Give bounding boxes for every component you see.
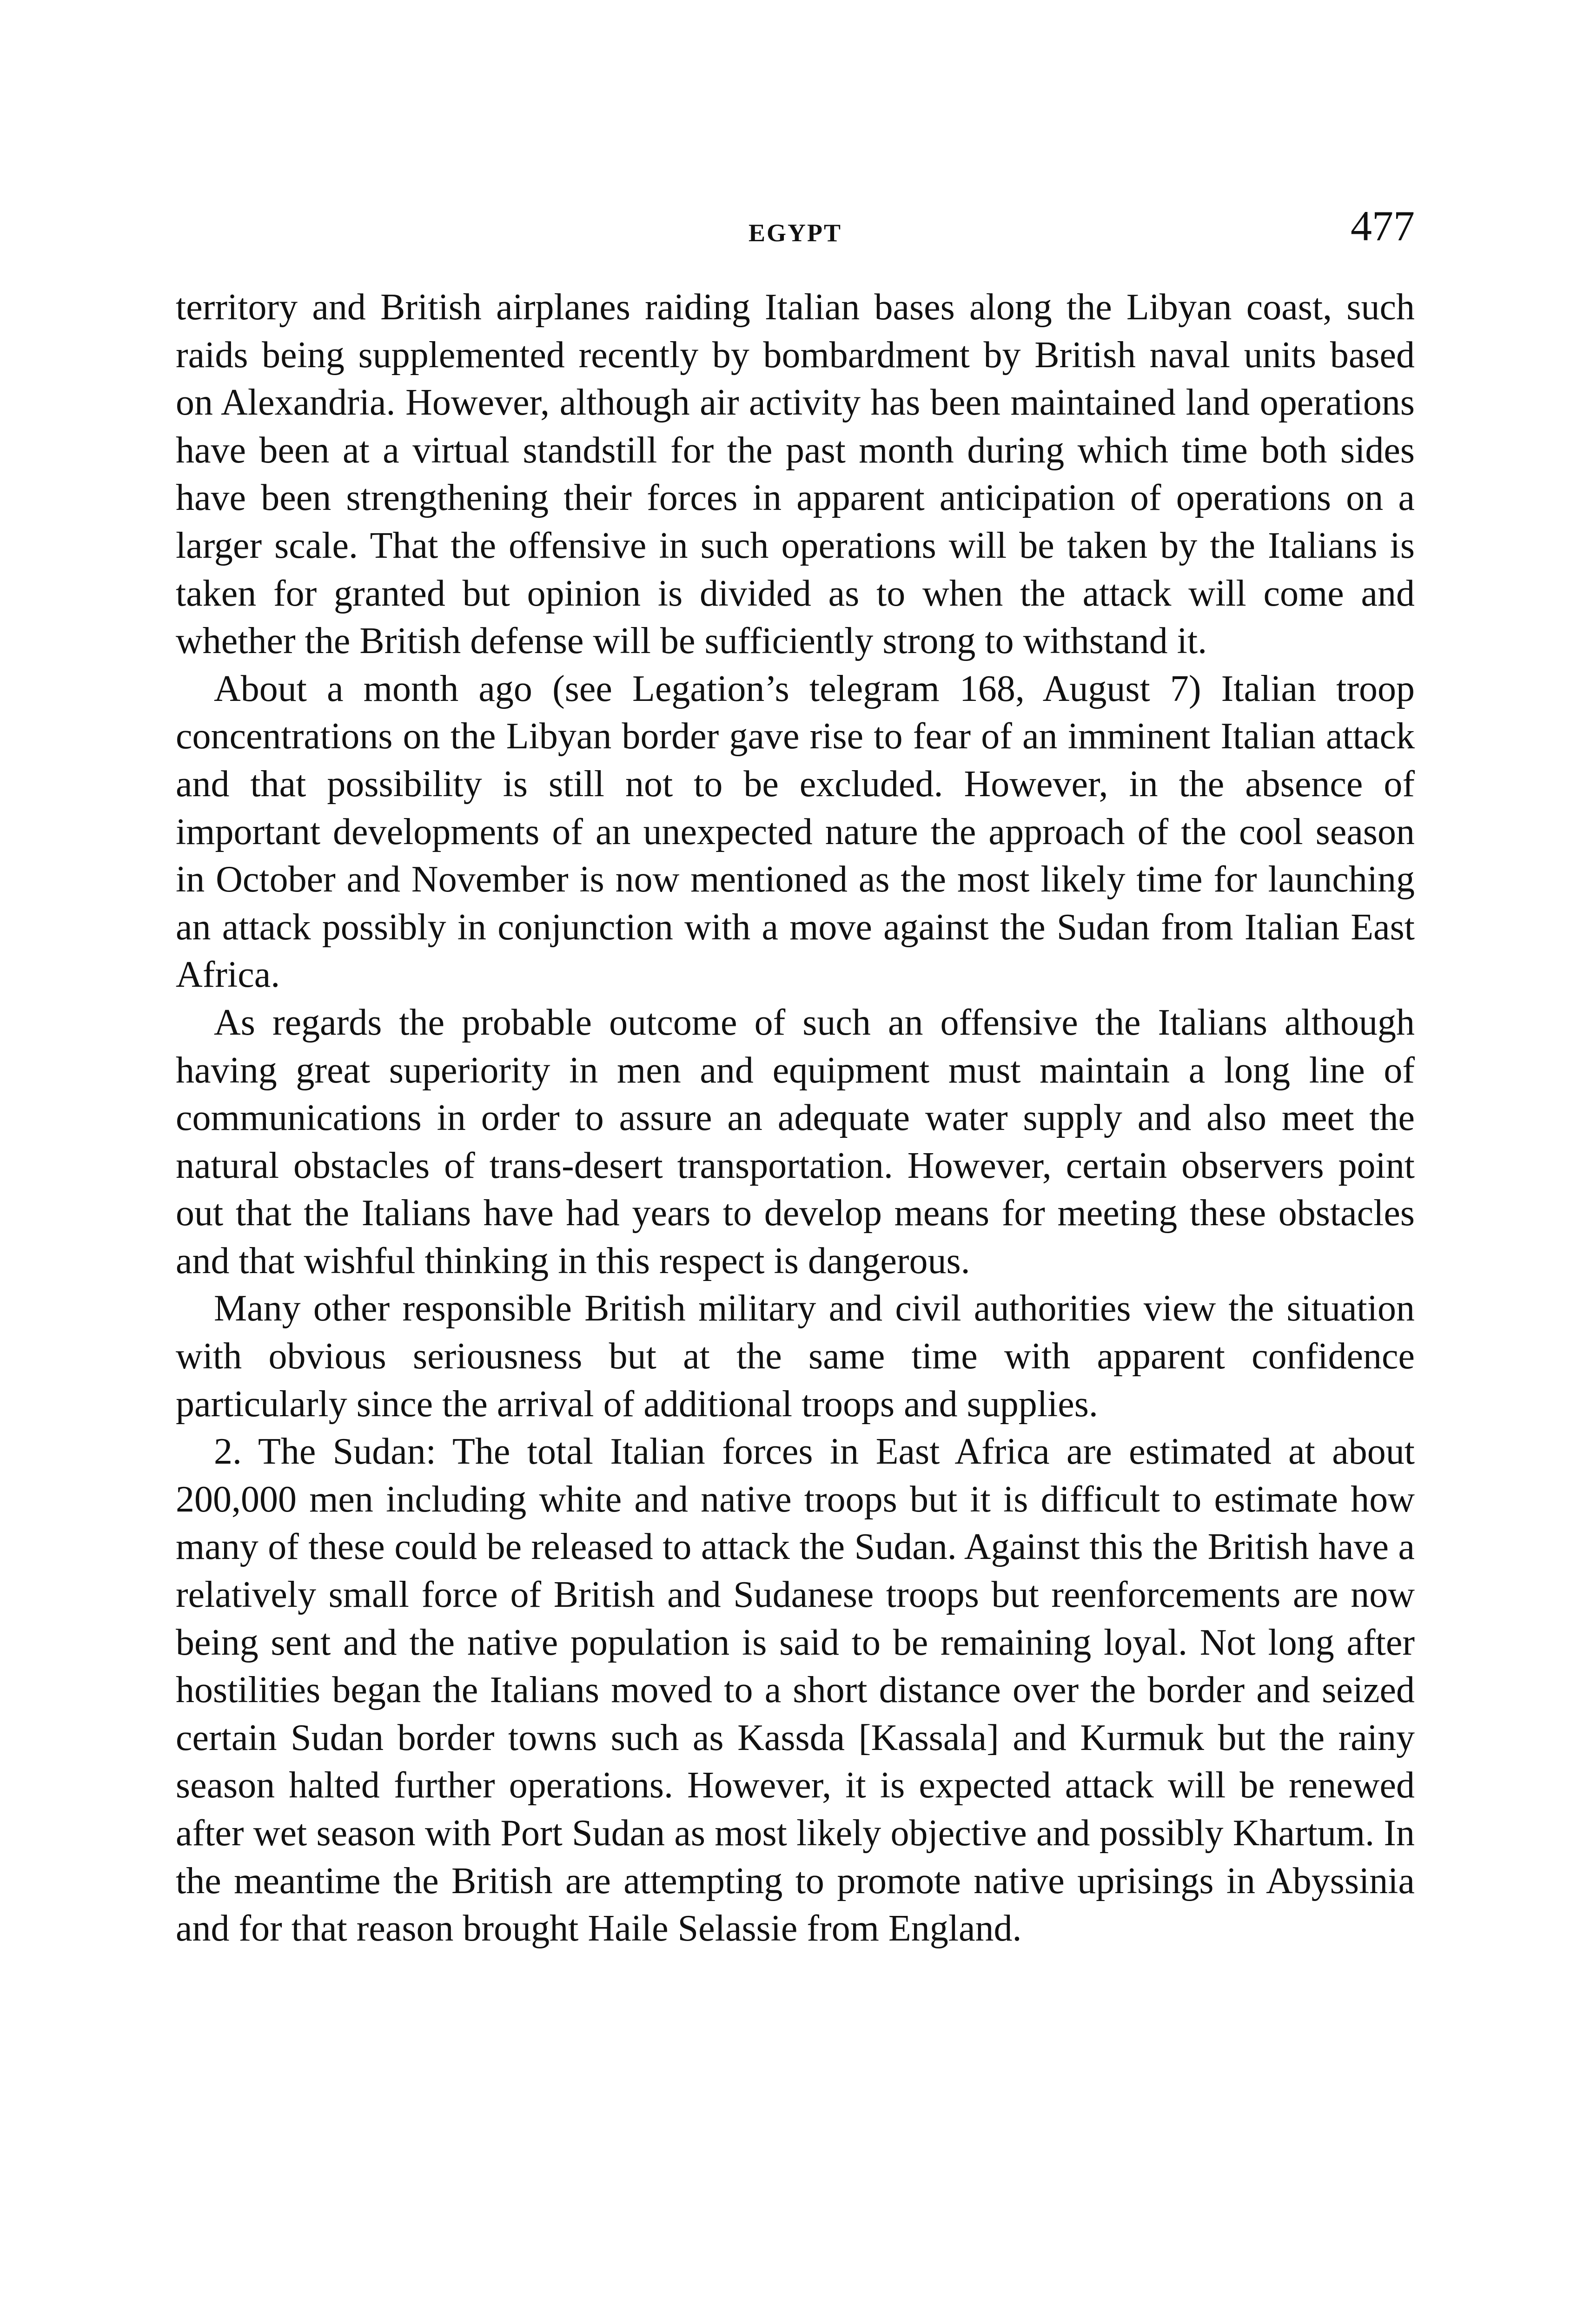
paragraph-continuation: territory and British airplanes raiding Italian bases along the Libyan coast, such raids being supplemented recently by bombardment by British naval units based on Alexandria. However, although air activity has been maintained land operations have been at a virtual standstill for the past month during which time both sides have been strengthening their forces in apparent anticipation of operations on a larger scale. That the offensive in such operations will be taken by the Italians is taken for granted but opinion is divided as to when the attack will come and whether the British defense will be sufficiently strong to withstand it.: [176, 287, 1415, 662]
running-head: [176, 202, 1415, 256]
page-number: 477: [1351, 202, 1415, 250]
paragraph-probable-outcome: As regards the probable outcome of such an offensive the Italians although having great superiority in men and equipment must maintain a long line of communications in order to assure an adequate water supply and also meet the natural obstacles of trans-desert transportation. However, certain observers point out that the Italians have had years to develop means for meeting these obstacles and that wishful thinking in this respect is dangerous.: [176, 1002, 1415, 1281]
paragraph-the-sudan: 2. The Sudan: The total Italian forces in East Africa are estimated at about 200,000 men including white and native troops but it is difficult to estimate how many of these could be released to attack the Sudan. Against this the British have a relatively small force of British and Sudanese troops but reenforcements are now being sent and the native population is said to be remaining loyal. Not long after hostilities began the Italians moved to a short distance over the border and seized certain Sudan border towns such as Kassda [Kassala] and Kurmuk but the rainy season halted further operations. However, it is expected attack will be renewed after wet season with Port Sudan as most likely objective and possibly Khartum. In the meantime the British are attempting to promote native uprisings in Abyssinia and for that reason brought Haile Selassie from England.: [176, 1431, 1415, 1949]
body-text: [176, 284, 1415, 1953]
paragraph-british-authorities: Many other responsible British military and civil authorities view the situation with obvious seriousness but at the same time with apparent confidence particularly since the arrival of additional troops and supplies.: [176, 1288, 1415, 1425]
paragraph-troop-concentrations: About a month ago (see Legation’s telegram 168, August 7) Italian troop concentrations on the Libyan border gave rise to fear of an imminent Italian attack and that possibility is still not to be excluded. However, in the absence of important developments of an unexpected nature the approach of the cool season in October and November is now mentioned as the most likely time for launching an attack possibly in conjunction with a move against the Sudan from Italian East Africa.: [176, 668, 1415, 996]
running-title: EGYPT: [748, 219, 842, 247]
